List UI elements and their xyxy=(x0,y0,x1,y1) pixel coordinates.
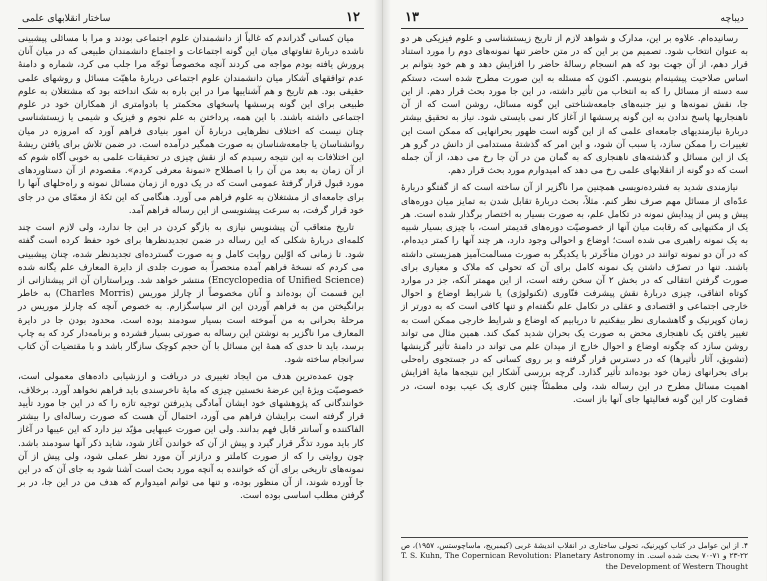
running-title: ساختار انقلابهای علمی xyxy=(22,13,111,24)
right-page-header xyxy=(401,8,748,29)
left-page-header xyxy=(18,8,364,29)
left-page-body xyxy=(18,33,364,504)
gutter-shadow xyxy=(374,0,382,581)
footnote: ۴. از این عوامل در کتاب کوپرنیک، تحولی ساختاری در انقلاب اندیشهٔ غربی (کیمبریج، ماساچوستس، ۱۹۵۷)، ص ۲۲-۲۳ و ۷۱-۷۰ بحث شده است. T. S. Kuhn, The Copernican Revolution: Planetary Astronomy in the Development of Western Thought xyxy=(401,540,749,571)
paragraph: چون عمده‌ترین هدف من ایجاد تغییری در دریافت و ارزشیابی داده‌های معمولی است، خصوصیّت ویژهٔ این عرضهٔ نخستین چیزی که مایهٔ ناخرسندی باید فراهم نخواهد آورد. برخلاف، خوانندگانی که پژوهشهای خود ایشان آمادگی پذیرفتن توجیه تازه را که در این جا مورد تأیید قرار گرفته است برایشان فراهم می آورد، احتمال آن هست که صورت رساله‌ای را بیشتر الفاکننده و آسانتر قابل فهم بدانند. ولی این صورت عیبهایی مؤیّد نیز دارد که این عیبها در آغاز کار باید مورد تذکّر قرار گیرد و پیش از آن که خواندن آغاز شود، شاید ذکر آنها سودمند باشد. چون روایتی را که از صورت کاملتر و درازتر آن مورد نظر عملی شود، ولی پیش از آن نمونه‌های تاریخی برای آن که خواننده به آنچه مورد بحث است آشنا شود به جای آن که در این جا آورده شوند، از آن منظور بوده، و تنها می توانم امیدوارم که هدف من در این جا، در بر گرفتن مطلب اساسی بوده است. xyxy=(18,372,364,502)
left-page xyxy=(0,0,383,581)
gutter-shadow xyxy=(383,0,391,581)
page-number: ۱۳ xyxy=(405,10,419,25)
paragraph: تاریخ متعاقب آن پیشنویس نیازی به بازگو کردن در این جا ندارد، ولی لازم است چند کلمه‌ای دربارهٔ شکلی که این رساله در ضمن تجدیدنظرها برای خود حفظ کرده است گفته شود. تا زمانی که اوّلین روایت کامل و به صورت گسترده‌ای تجدیدنظر شده، چنان پیشبینی می کردم که نسخهٔ فراهم آمده منحصراً به صورت جلدی از دایرة المعارف علم یگانه شده (Encyclopedia of Unified Science) منتشر خواهد شد. ویراستاران آن اثر پیشتازانی از این قسمت آن بوده‌اند و آنان مخصوصاً از چارلز موریس (Charles Morris) به خاطر برانگیختن من به فراهم آوردن این اثر سپاسگزارم. به خصوص آنچه که چارلز موریس در مرحلهٔ بحرانی به من آموخته است بسیار سودمند بوده است. محدود بودن جا در دایرة المعارف مرا ناگزیر به نوشتن این رساله به صورتی بسیار فشرده و برنامه‌دار کرد که به چاپ برسد، باید تا حدی که همهٔ این مسائل با آن حجم کوچک سازگار باشد و با مقتضیات آن کتاب سرانجام ساخته شود. xyxy=(18,223,364,366)
right-page xyxy=(383,0,766,581)
right-page-body xyxy=(401,33,748,407)
footnotes xyxy=(401,537,748,574)
paragraph: رسانیده‌ام. علاوه بر این، مدارک و شواهد لازم از تاریخ زیستشناسی و علوم فیزیکی هر دو به عنوان انتخاب شود. تصمیم من بر این که در متن حاضر تنها نمونه‌های دوم را مورد استناد قرار دهم، از آن جهت بود که هم انسجام رسالهٔ حاضر را افزایش دهد و هم خود بتوانم بر اساس صلاحیت پیشینه‌ام بنویسم. اکنون که مسئله به این صورت مطرح شده است، دستکم سه دسته از مسائل را که به انتخاب من تأثیر داشته، در این جا مورد بحث قرار دهم. از این جا، نقش نمونه‌ها و نیز جنبه‌های جامعه‌شناختی این گونه مسائل، روشن است که از آن ناهنجاریها پاسخ ندادن به این گونه پرسشها از آغاز کار نمی بایستی شود. نیاز به تحقیق بیشتر دربارهٔ نیازمندیهای جامعه‌ای علمی که از این گونه است ظهور بحرانهایی که ممکن است این تغییرات را ممکن سازد، یا سبب آن شود، و این امر که گذشتهٔ مستدامی از دانش در گرو هر یک از این مسائل و گذشته‌های ناهنجاری که به گمان من در آن جا رخ می دهد، از آن جمله است که دو گونه از انقلابهای علمی رخ می دهد که امیدوارم مورد بحث قرار دهم. xyxy=(401,34,748,177)
running-title: دیباچه xyxy=(720,13,744,24)
page-number: ۱۲ xyxy=(346,10,360,25)
paragraph: میان کسانی گذراندم که غالباً از دانشمندان علوم اجتماعی بودند و مرا با مسائلی پیشبینی ناشده دربارهٔ تفاوتهای میان این گونه اجتماعات و اجتماع دانشمندان طبیعی که در میان آنان پرورش یافته بودم مواجه می کردند آنچه مخصوصاً توجّه مرا جلب می کرد، شماره و دامنهٔ عدم توافقهای آشکار میان دانشمندان علوم اجتماعی دربارهٔ ماهیّت مسائل و روشهای علمی حقیقی بود. هم تاریخ و هم آشناییها مرا در این باره به شک انداخته بود که مشتغلان به علوم طبیعی برای این گونه پرسشها پاسخهای محکمتر یا بادوامتری از همکاران خود در علوم اجتماعی داشته باشند. با این همه، پرداختن به علم نجوم و فیزیک و شیمی یا زیستشناسی چنان نیست که اختلاف نظرهایی دربارهٔ آن امور بنیادی فراهم آورد که امروزه در میان روانشناسان یا جامعه‌شناسان به صورت همگیر درآمده است. در ضمن تلاش برای یافتن ریشهٔ این اختلافات به این نتیجه رسیدم که از نقش چیزی در تحقیقات علمی به خوبی آگاه شوم که از آن زمان به بعد من آن را با اصطلاح «نمونهٔ معرفی کردم». مقصودم از آن دستاوردهای مورد قبول قرار گرفتهٔ عمومی است که در یک دوره از زمان مسائل نمونه و راه‌حلهای آنها را برای جامعه‌ای از مشتغلان به علوم فراهم می آورد. هنگامی که این تکهٔ از معمّای من در جای خود قرار گرفت، به سرعت پیشنویسی از این رساله فراهم آمد. xyxy=(18,34,364,216)
paragraph: نیازمندی شدید به فشرده‌نویسی همچنین مرا ناگزیر از آن ساخته است که از گفتگو دربارهٔ عدّه‌ای از مسائل مهم صرف نظر کنم. مثلاً، بحث دربارهٔ تقابل شدن به تمایز میان دوره‌های پیش و پس از پیدایش نمونه در تکامل علم، به صورت بسیار به اختصار برگذار شده است. هر یک از مکتبهایی که رقابت میان آنها از خصوصیّت دوره‌های قدیمتر است، با چیزی بسیار شبیه به یک نمونه راهبری می شده است؛ اوضاع و احوالی وجود دارد، هر چند آنها را کمتر دیده‌ام، که در آن دو نمونه توانند در دوران متأخّرتر با یکدیگر به صورت مسالمت‌آمیز همزیستی داشته باشند. تنها در تصرّف داشتن یک نمونه کامل برای آن که تحولی که ملاک و معیاری برای صورت گرفتن انتقالی که در بخش ۲ آن سخن رفته است، از این مهمتر آنکه، جز در موارد کوتاه اتفاقی، چیزی دربارهٔ نقش پیشرفت فنّاوری (تکنولوژی) یا شرایط اوضاع و احوال خارجی اجتماعی و اقتصادی و عقلی در تکامل علم نگفته‌ام و تنها کافی است که به دورتر از زمان کوپرنیک و گاهشماری نظر بیفکنیم تا دریابیم که اوضاع و شرایط خارجی ممکن است به تغییر یافتن یک ناهنجاری محض به صورت یک بحران شدید کمک کند. همین مثال می تواند روشن سازد که چگونه اوضاع و احوال خارج از میدان علم می تواند در دامنهٔ تأثیر گزینشها (تشویق، آثار تأثیرها) که در دسترس قرار گرفته و بر روی کسانی که در جستجوی راه‌حلی برای بحرانهای زمان خود بوده‌اند تأثیر گذارد. گرچه بررسی آشکار این نتیجه‌ها مایهٔ افزایش اهمیت مسائل مطرح در این رساله شد، ولی مطمئنّاً چنین کاری یک عیب بوده است، در قضاوت کار این گونه فعالیتها جای آنها باز است. xyxy=(401,183,748,405)
